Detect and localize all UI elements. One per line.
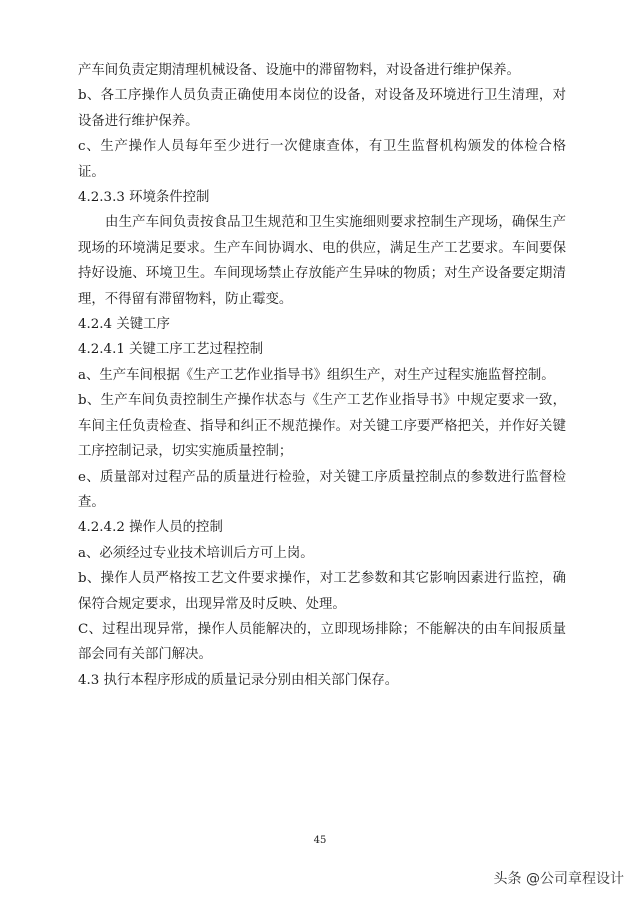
section-heading: 4.2.4.2 操作人员的控制 [78, 520, 223, 536]
paragraph: C、过程出现异常，操作人员能解决的，立即现场排除；不能解决的由车间报质量部会同有关部门解决。 [78, 621, 566, 663]
section-heading: 4.2.4.1 关键工序工艺过程控制 [78, 342, 264, 358]
paragraph: c、生产操作人员每年至少进行一次健康查体，有卫生监督机构颁发的体检合格证。 [78, 139, 566, 180]
paragraph: b、各工序操作人员负责正确使用本岗位的设备，对设备及环境进行卫生清理，对设备进行维护保养。 [78, 88, 566, 129]
section-heading: 4.2.3.3 环境条件控制 [78, 190, 210, 206]
paragraph: a、生产车间根据《生产工艺作业指导书》组织生产，对生产过程实施监督控制。 [78, 367, 555, 383]
paragraph: 4.3 执行本程序形成的质量记录分别由相关部门保存。 [78, 672, 399, 688]
watermark-text: 头条 @公司章程设计 [493, 871, 624, 887]
paragraph: b、操作人员严格按工艺文件要求操作，对工艺参数和其它影响因素进行监控，确保符合规定要求，出现异常及时反映、处理。 [78, 571, 566, 612]
paragraph: e、质量部对过程产品的质量进行检验，对关键工序质量控制点的参数进行监督检查。 [78, 469, 566, 510]
paragraph: 由生产车间负责按食品卫生规范和卫生实施细则要求控制生产现场，确保生产现场的环境满足要求。生产车间协调水、电的供应，满足生产工艺要求。车间要保持好设施、环境卫生。车间现场禁止存放能产生异味的物质；对生产设备要定期清理，不得留有滞留物料，防止霉变。 [78, 215, 566, 307]
paragraph: a、必须经过专业技术培训后方可上岗。 [78, 545, 314, 561]
document-body [78, 58, 566, 693]
section-heading: 4.2.4 关键工序 [78, 317, 170, 333]
page-number: 45 [313, 835, 327, 846]
paragraph: b、生产车间负责控制生产操作状态与《生产工艺作业指导书》中规定要求一致，车间主任负责检查、指导和纠正不规范操作。对关键工序要严格把关，并作好关键工序控制记录，切实实施质量控制； [78, 393, 566, 460]
paragraph: 产车间负责定期清理机械设备、设施中的滞留物料，对设备进行维护保养。 [78, 63, 520, 78]
